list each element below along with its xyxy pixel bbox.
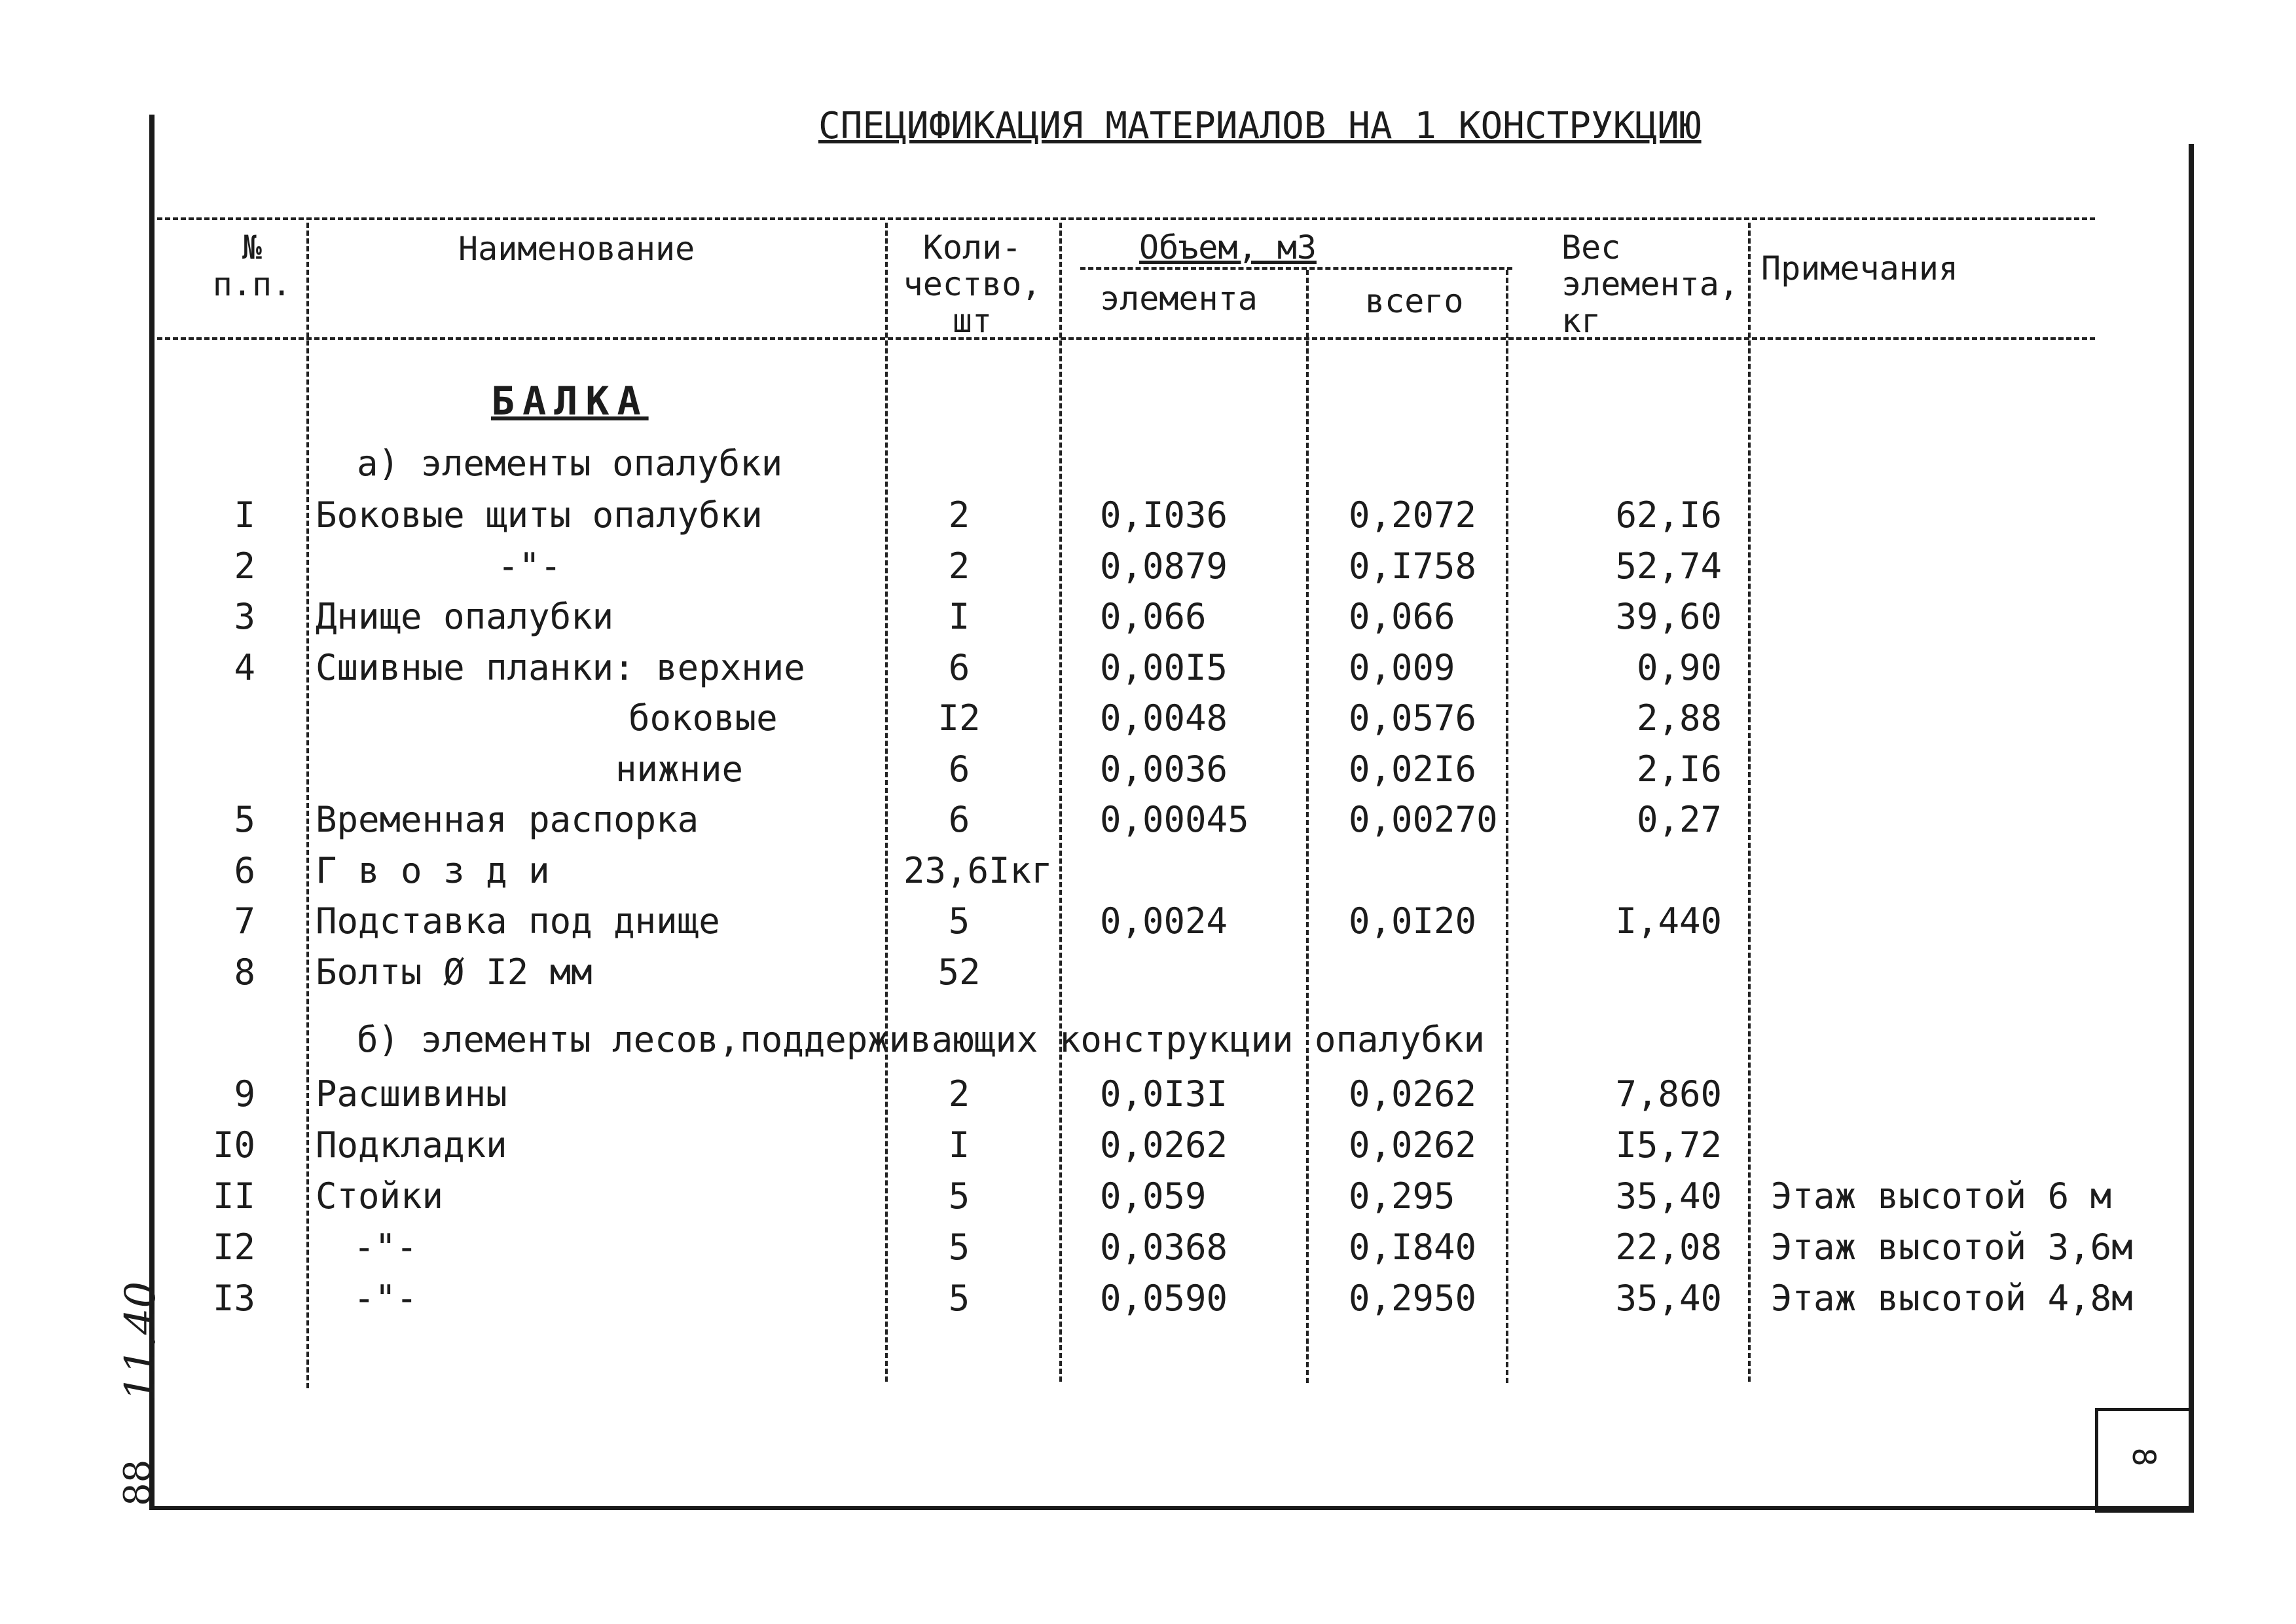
cell-vel: 0,0879 (1100, 545, 1228, 587)
cell-qty: 52 (938, 951, 981, 993)
cell-name: -"- (354, 1227, 418, 1268)
frame-bottom-border (149, 1506, 2192, 1510)
table-row (0, 1276, 2296, 1321)
cell-wt: 0,90 (1636, 646, 1722, 688)
cell-wt: 2,88 (1636, 697, 1722, 739)
table-row (0, 1225, 2296, 1270)
cell-vel: 0,059 (1100, 1175, 1207, 1217)
cell-qty: 2 (948, 545, 970, 587)
cell-name: -"- (498, 545, 562, 587)
cell-qty: 5 (948, 1175, 970, 1217)
cell-num: II (212, 1175, 255, 1217)
cell-note: Этаж высотой 4,8м (1771, 1278, 2133, 1319)
cell-name: Сшивные планки: верхние (316, 646, 805, 688)
cell-name: нижние (615, 748, 744, 790)
header-weight-line1: Вес (1561, 229, 1621, 267)
cell-qty: I2 (938, 697, 981, 739)
table-row (0, 848, 2296, 894)
table-row (0, 492, 2296, 538)
cell-name: Подставка под днище (316, 900, 720, 942)
header-qty-line3: шт (952, 302, 993, 340)
cell-vall: 0,0576 (1349, 697, 1477, 739)
cell-vall: 0,0262 (1349, 1124, 1477, 1166)
cell-wt: 7,860 (1615, 1073, 1722, 1115)
cell-name: -"- (354, 1278, 418, 1319)
cell-name: Г в о з д и (316, 849, 550, 891)
cell-wt: 22,08 (1615, 1227, 1722, 1268)
table-row (0, 695, 2296, 741)
cell-wt: 35,40 (1615, 1175, 1722, 1217)
margin-number: 88 (117, 1459, 159, 1506)
table-row (0, 594, 2296, 640)
table-row (0, 898, 2296, 944)
header-weight-line2: элемента, (1561, 265, 1739, 303)
cell-qty: 5 (948, 1227, 970, 1268)
cell-wt: I,440 (1615, 900, 1722, 942)
page-number-box (2095, 1408, 2192, 1513)
header-weight (1561, 229, 1739, 339)
cell-qty: 5 (948, 900, 970, 942)
table-row (0, 1071, 2296, 1117)
cell-qty: 2 (948, 494, 970, 536)
cell-qty: I (948, 1124, 970, 1166)
cell-vel: 0,0I3I (1100, 1073, 1228, 1115)
cell-note: Этаж высотой 6 м (1771, 1175, 2112, 1217)
section-title: БАЛКА (491, 378, 649, 424)
cell-name: Временная распорка (316, 799, 699, 840)
header-num (203, 229, 301, 303)
cell-qty: 6 (948, 799, 970, 840)
table-row (0, 747, 2296, 792)
cell-num: 5 (234, 799, 255, 840)
cell-num: 7 (234, 900, 255, 942)
cell-vall: 0,009 (1349, 646, 1455, 688)
header-volume-element: элемента (1100, 280, 1258, 318)
table-row (0, 1173, 2296, 1219)
cell-vall: 0,I840 (1349, 1227, 1477, 1268)
cell-vel: 0,0368 (1100, 1227, 1228, 1268)
cell-vall: 0,00270 (1349, 799, 1498, 840)
cell-vel: 0,0262 (1100, 1124, 1228, 1166)
cell-num: 8 (234, 951, 255, 993)
cell-qty: 5 (948, 1278, 970, 1319)
cell-name: Боковые щиты опалубки (316, 494, 763, 536)
header-volume-total: всего (1365, 282, 1464, 320)
header-num-line2: п.п. (212, 265, 292, 303)
header-volume: Объем, м3 (1139, 229, 1317, 267)
cell-vel: 0,0048 (1100, 697, 1228, 739)
cell-vel: 0,00045 (1100, 799, 1249, 840)
cell-qty: 23,6Iкг (903, 849, 1053, 891)
cell-name: боковые (629, 697, 778, 739)
cell-vel: 0,00I5 (1100, 646, 1228, 688)
cell-wt: 39,60 (1615, 596, 1722, 637)
table-row (0, 950, 2296, 995)
cell-vel: 0,0024 (1100, 900, 1228, 942)
cell-vall: 0,I758 (1349, 545, 1477, 587)
cell-note: Этаж высотой 3,6м (1771, 1227, 2133, 1268)
cell-num: 9 (234, 1073, 255, 1115)
cell-wt: 62,I6 (1615, 494, 1722, 536)
cell-name: Болты Ø I2 мм (316, 951, 592, 993)
margin-note: 11.40 (117, 1281, 165, 1401)
page-number: 8 (2125, 1447, 2162, 1467)
header-weight-line3: кг (1561, 302, 1601, 340)
cell-wt: 2,I6 (1636, 748, 1722, 790)
cell-num: I3 (212, 1278, 255, 1319)
header-qty-line2: чество, (903, 265, 1042, 303)
subsection-a: а) элементы опалубки (357, 443, 783, 484)
cell-wt: 0,27 (1636, 799, 1722, 840)
header-num-line1: № (242, 229, 263, 267)
cell-qty: 2 (948, 1073, 970, 1115)
cell-qty: 6 (948, 646, 970, 688)
cell-vel: 0,I036 (1100, 494, 1228, 536)
cell-vall: 0,0I20 (1349, 900, 1477, 942)
table-row (0, 645, 2296, 691)
table-row (0, 797, 2296, 843)
volume-sub-rule (1080, 267, 1512, 270)
header-bottom-rule (157, 337, 2095, 340)
cell-vall: 0,066 (1349, 596, 1455, 637)
cell-vall: 0,2950 (1349, 1278, 1477, 1319)
cell-num: 3 (234, 596, 255, 637)
header-top-rule (157, 217, 2095, 220)
cell-vall: 0,2072 (1349, 494, 1477, 536)
document-title: СПЕЦИФИКАЦИЯ МАТЕРИАЛОВ НА 1 КОНСТРУКЦИЮ (818, 105, 1702, 147)
header-qty-line1: Коли- (922, 229, 1022, 267)
cell-name: Подкладки (316, 1124, 507, 1166)
cell-vall: 0,0262 (1349, 1073, 1477, 1115)
cell-num: 6 (234, 849, 255, 891)
table-row (0, 1122, 2296, 1168)
header-notes: Примечания (1761, 249, 1959, 287)
cell-wt: 52,74 (1615, 545, 1722, 587)
cell-qty: I (948, 596, 970, 637)
cell-vel: 0,0036 (1100, 748, 1228, 790)
cell-qty: 6 (948, 748, 970, 790)
cell-name: Расшивины (316, 1073, 507, 1115)
table-row (0, 544, 2296, 589)
cell-name: Днище опалубки (316, 596, 614, 637)
subsection-b: б) элементы лесов,поддерживающих конструкции опалубки (357, 1019, 1485, 1060)
cell-name: Стойки (316, 1175, 444, 1217)
cell-num: I2 (212, 1227, 255, 1268)
cell-vel: 0,066 (1100, 596, 1207, 637)
cell-vel: 0,0590 (1100, 1278, 1228, 1319)
cell-num: 2 (234, 545, 255, 587)
cell-num: 4 (234, 646, 255, 688)
header-name: Наименование (458, 230, 695, 268)
cell-num: I (234, 494, 255, 536)
cell-vall: 0,02I6 (1349, 748, 1477, 790)
cell-wt: 35,40 (1615, 1278, 1722, 1319)
cell-vall: 0,295 (1349, 1175, 1455, 1217)
cell-num: I0 (212, 1124, 255, 1166)
header-qty (890, 229, 1054, 339)
cell-wt: I5,72 (1615, 1124, 1722, 1166)
